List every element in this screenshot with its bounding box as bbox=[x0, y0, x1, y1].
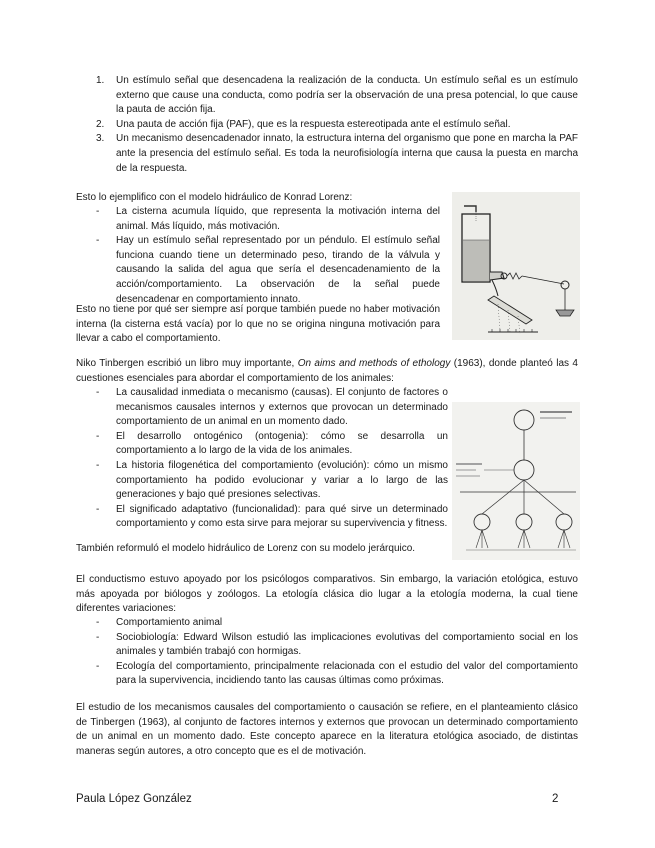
tinbergen-list bbox=[94, 386, 448, 532]
closing-paragraph: El estudio de los mecanismos causales del comportamiento o causación se refiere, en el planteamiento clásico de Tinbergen (1963), al conjunto de factores internos y externos que provocan un determinado comportamiento de un animal en un momento dado. Este concepto aparece en la literatura etológica asociado, de distintas maneras según autores, a otro concepto que es el de motivación. bbox=[76, 702, 578, 757]
lorenz-intro: Esto lo ejemplifico con el modelo hidráulico de Konrad Lorenz: bbox=[76, 192, 353, 203]
conductismo-item: - Sociobiología: Edward Wilson estudió las implicaciones evolutivas del comportamiento social en los animales y también trabajó con hormigas. bbox=[96, 631, 578, 658]
lorenz-item: - Hay un estímulo señal representado por un péndulo. El estímulo señal funciona cuando tiene un determinado peso, tirando de la válvula y causando la salida del agua que sería el desencadenamiento de la acción/comportamiento. La observación de la señal puede desencadenar en comportamiento innato. bbox=[96, 235, 440, 305]
lorenz-outro: Esto no tiene por qué ser siempre así porque también puede no haber motivación interna (la cisterna está vacía) por lo que no se origina ninguna motivación para llevar a cabo el comportamiento. bbox=[76, 304, 440, 345]
hierarchical-model-illustration bbox=[452, 402, 580, 560]
book-title: On aims and methods of ethology bbox=[297, 358, 451, 369]
tinbergen-item: - El significado adaptativo (funcionalidad): para qué sirve un determinado comportamiento y como esta sirve para mejorar su supervivencia y fitness. bbox=[96, 503, 448, 530]
lorenz-list bbox=[94, 205, 440, 307]
footer-page-number: 2 bbox=[552, 793, 559, 805]
lorenz-hydraulic-model-figure bbox=[452, 192, 580, 340]
tinbergen-hierarchical-model-figure bbox=[452, 402, 580, 560]
tinbergen-item: - La historia filogenética del comportamiento (evolución): cómo un mismo comportamiento ha podido evolucionar y variar a lo largo de las generaciones y bajo qué presiones selectivas. bbox=[96, 459, 448, 501]
hydraulic-model-illustration bbox=[452, 192, 580, 340]
tinbergen-item: - El desarrollo ontogénico (ontogenia): cómo se desarrolla un comportamiento a lo largo de la vida de los animales. bbox=[96, 430, 448, 457]
numbered-item: 1. Un estímulo señal que desencadena la realización de la conducta. Un estímulo señal es un estímulo externo que cause una conducta, como podría ser la observación de una presa potencial, lo que cause la pauta de acción fija. bbox=[96, 75, 578, 116]
numbered-list bbox=[96, 74, 578, 176]
conductismo-item: - Comportamiento animal bbox=[96, 617, 223, 628]
conductismo-list bbox=[94, 616, 578, 689]
numbered-item: 2. Una pauta de acción fija (PAF), que es la respuesta estereotipada ante el estímulo señal. bbox=[96, 118, 511, 130]
conductismo-item: - Ecología del comportamiento, principalmente relacionada con el estudio del valor del comportamiento para la supervivencia, incidiendo tanto las causas últimas como próximas. bbox=[96, 660, 578, 687]
tinbergen-outro: También reformuló el modelo hidráulico de Lorenz con su modelo jerárquico. bbox=[76, 543, 416, 554]
lorenz-item: - La cisterna acumula líquido, que representa la motivación interna del animal. Más líquido, más motivación. bbox=[96, 206, 440, 232]
tinbergen-intro: Niko Tinbergen escribió un libro muy importante, On aims and methods of ethology (1963), donde planteó las 4 cuestiones esenciales para abordar el comportamiento de los animales: bbox=[76, 358, 578, 384]
footer-author: Paula López González bbox=[76, 793, 192, 805]
tinbergen-item: - La causalidad inmediata o mecanismo (causas). El conjunto de factores o mecanismos causales internos y externos que provocan un determinado comportamiento de un animal en un momento dado. bbox=[96, 387, 448, 428]
conductismo-intro: El conductismo estuvo apoyado por los psicólogos comparativos. Sin embargo, la variación etológica, estuvo más apoyada por biólogos y zoólogos. La etología clásica dio lugar a la etología moderna, la cual tiene diferentes variaciones: bbox=[76, 574, 578, 615]
numbered-item: 3. Un mecanismo desencadenador innato, la estructura interna del organismo que pone en marcha la PAF ante la presencia del estímulo señal. Es toda la neurofisiología interna que causa la puesta en marcha de la respuesta. bbox=[96, 133, 578, 174]
